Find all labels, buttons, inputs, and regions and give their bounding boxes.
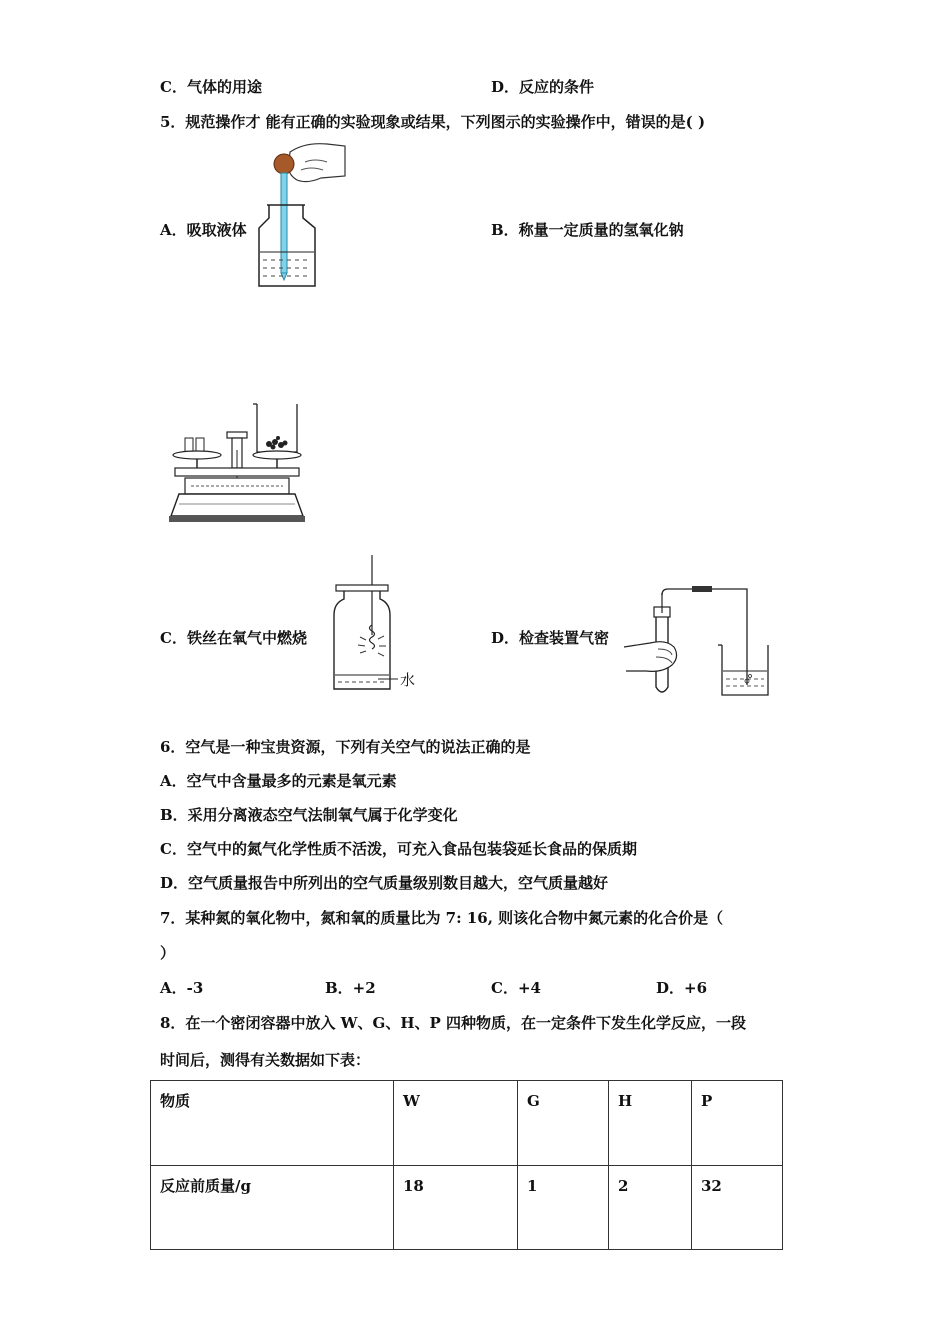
table-cell: 物质 bbox=[151, 1081, 394, 1166]
q8-stem-line2: 时间后，测得有关数据如下表： bbox=[160, 1051, 371, 1069]
airtightness-check-figure bbox=[622, 585, 772, 700]
q7-stem-line2: ） bbox=[160, 944, 176, 962]
table-cell: 18 bbox=[394, 1165, 518, 1250]
q7-option-a: A．-3 bbox=[160, 979, 204, 997]
table-cell: 2 bbox=[609, 1165, 692, 1250]
q7-option-b: B．+2 bbox=[325, 979, 376, 997]
q5-option-c: C．铁丝在氧气中燃烧 bbox=[160, 629, 307, 647]
q6-option-c: C．空气中的氮气化学性质不活泼，可充入食品包装袋延长食品的保质期 bbox=[160, 840, 637, 858]
table-row bbox=[151, 1165, 783, 1250]
q7-option-d: D．+6 bbox=[656, 979, 708, 997]
table-cell: 32 bbox=[692, 1165, 783, 1250]
table-cell: W bbox=[394, 1081, 518, 1166]
q6-option-b: B．采用分离液态空气法制氧气属于化学变化 bbox=[160, 806, 458, 824]
q8-stem-line1: 8．在一个密闭容器中放入 W、G、H、P 四种物质，在一定条件下发生化学反应，一段 bbox=[160, 1014, 746, 1032]
table-cell: G bbox=[518, 1081, 609, 1166]
mass-data-table bbox=[150, 1080, 783, 1250]
dropper-bottle-figure bbox=[245, 140, 350, 290]
water-label: 水 bbox=[400, 671, 416, 689]
q7-option-c: C．+4 bbox=[491, 979, 541, 997]
table-cell: P bbox=[692, 1081, 783, 1166]
q5-option-a: A．吸取液体 bbox=[160, 221, 247, 239]
q4-option-d: D．反应的条件 bbox=[491, 78, 595, 96]
table-header-row bbox=[151, 1081, 783, 1166]
table-cell: H bbox=[609, 1081, 692, 1166]
q6-option-a: A．空气中含量最多的元素是氧元素 bbox=[160, 772, 397, 790]
table-cell: 反应前质量/g bbox=[151, 1165, 394, 1250]
q4-option-c: C．气体的用途 bbox=[160, 78, 262, 96]
balance-figure bbox=[165, 400, 305, 525]
q5-stem: 5．规范操作才 能有正确的实验现象或结果，下列图示的实验操作中，错误的是( ) bbox=[160, 113, 706, 131]
q7-stem-line1: 7．某种氮的氧化物中，氮和氧的质量比为 7: 16, 则该化合物中氮元素的化合价是（ bbox=[160, 909, 724, 927]
q5-option-d: D．检查装置气密 bbox=[491, 629, 610, 647]
table-cell: 1 bbox=[518, 1165, 609, 1250]
q6-stem: 6．空气是一种宝贵资源，下列有关空气的说法正确的是 bbox=[160, 738, 531, 756]
q6-option-d: D．空气质量报告中所列出的空气质量级别数目越大，空气质量越好 bbox=[160, 874, 609, 892]
q5-option-b: B．称量一定质量的氢氧化钠 bbox=[491, 221, 684, 239]
